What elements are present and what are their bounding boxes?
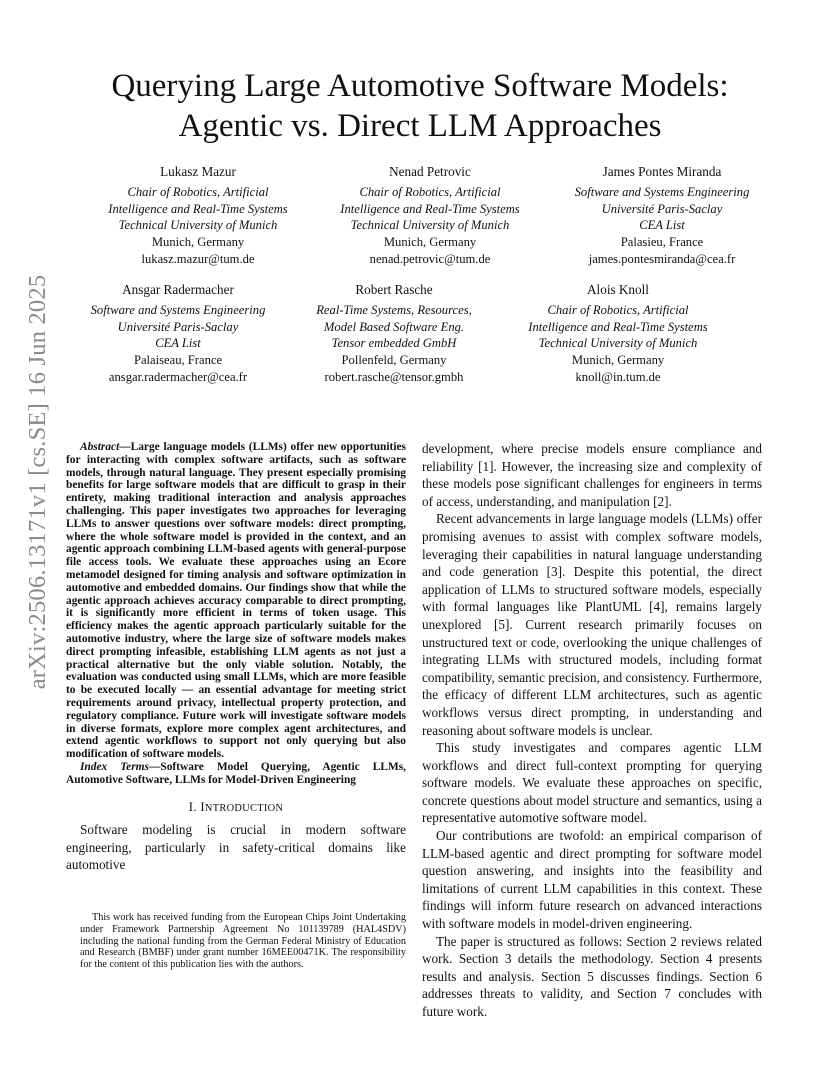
author-affiliation: Technical University of Munich [350,218,510,233]
author-affiliation: Université Paris-Saclay [117,319,239,334]
author-location: Pollenfeld, Germany [341,353,447,368]
author-name: Robert Rasche [355,282,433,297]
section-title-initial: I [200,799,205,814]
author-email[interactable]: robert.rasche@tensor.gmbh [324,369,464,384]
paper-title [60,66,780,146]
author-affiliation: Intelligence and Real-Time Systems [340,201,520,216]
author-block [298,164,562,268]
author-block [486,282,750,386]
author-affiliation: Intelligence and Real-Time Systems [528,319,708,334]
body-paragraph: This study investigates and compares agentic LLM workflows and direct full-context prompting for querying software models. We evaluate these approaches on specific, concrete questions about model structure and semantics, using a representative automotive software model. [422,740,762,826]
section-numeral: I. [188,799,201,814]
author-location: Munich, Germany [383,235,477,250]
author-email[interactable]: nenad.petrovic@tum.de [369,251,491,266]
author-affiliation: Technical University of Munich [118,218,278,233]
author-name: Ansgar Radermacher [122,282,234,297]
author-block [530,164,794,268]
author-affiliation: Université Paris-Saclay [601,201,723,216]
author-location: Munich, Germany [571,353,665,368]
index-terms-label: Index Terms [80,760,149,773]
author-affiliation: Chair of Robotics, Artificial [127,184,269,199]
author-location: Palasieu, France [620,235,704,250]
author-affiliation: Chair of Robotics, Artificial [547,302,689,317]
footnote [80,912,406,971]
author-block [66,164,330,268]
body-paragraph: Our contributions are twofold: an empirical comparison of LLM-based agentic and direct prompting for software model question answering, and insights into the feasibility and limitations of current LLM capabilities in this context. These findings will inform future research on advanced interactions with software models in model-driven engineering. [422,828,762,932]
section-heading [66,799,406,818]
author-affiliation: Real-Time Systems, Resources, [316,302,472,317]
author-affiliation: Software and Systems Engineering [90,302,266,317]
author-affiliation: CEA List [155,336,201,351]
footnote-text: This work has received funding from the European Chips Joint Undertaking under Framework Partnership Agreement No 101139789 (HAL4SDV) including the national funding from the German Federal Ministry of Education and Research (BMBF) under grant number 16MEE00471K. The responsibility for the content of this publication lies with the authors. [80,912,406,971]
left-column [66,441,406,874]
index-terms-text: —Software Model Querying, Agentic LLMs, Automotive Software, LLMs for Model-Driven Engineering [66,760,406,786]
author-name: James Pontes Miranda [602,164,722,179]
title-line-1: Querying Large Automotive Software Models: [111,68,729,104]
author-name: Lukasz Mazur [160,164,236,179]
author-affiliation: CEA List [639,218,685,233]
author-affiliation: Intelligence and Real-Time Systems [108,201,288,216]
index-terms [66,761,406,787]
author-affiliation: Chair of Robotics, Artificial [359,184,501,199]
author-affiliation: Technical University of Munich [538,336,698,351]
author-email[interactable]: knoll@in.tum.de [575,369,661,384]
author-affiliation: Software and Systems Engineering [574,184,750,199]
author-email[interactable]: ansgar.radermacher@cea.fr [108,369,248,384]
author-email[interactable]: james.pontesmiranda@cea.fr [588,251,736,266]
abstract [66,441,406,761]
title-line-2: Agentic vs. Direct LLM Approaches [178,108,662,144]
author-location: Munich, Germany [151,235,245,250]
intro-paragraph: Software modeling is crucial in modern software engineering, particularly in safety-critical domains like automotive [66,822,406,873]
author-affiliation: Tensor embedded GmbH [331,336,457,351]
author-location: Palaiseau, France [133,353,223,368]
right-column [422,440,762,1021]
author-affiliation: Model Based Software Eng. [323,319,465,334]
author-name: Alois Knoll [587,282,649,297]
section-title-rest: NTRODUCTION [204,802,284,814]
abstract-text: —Large language models (LLMs) offer new opportunities for interacting with complex software artifacts, such as software models, through natural language. They present especially promising benefits for large software models that are difficult to grasp in their entirety, making traditional interaction and analysis approaches challenging. This paper investigates two approaches for leveraging LLMs to answer questions over software models: direct prompting, where the whole software model is provided in the context, and an agentic approach combining LLM-based agents with general-purpose file access tools. We evaluate these approaches using an Ecore metamodel designed for timing analysis and software optimization in automotive and embedded domains. Our findings show that while the agentic approach achieves accuracy comparable to direct prompting, it is significantly more efficient in terms of token usage. This efficiency makes the agentic approach particularly suitable for the automotive industry, where the large size of software models makes direct prompting infeasible, establishing LLM agents as not just a practical alternative but the only viable solution. Notably, the evaluation was conducted using small LLMs, which are more feasible to be executed locally — an essential advantage for meeting strict requirements around privacy, intellectual property protection, and regulatory compliance. Future work will investigate software models in diverse formats, explore more complex agent architectures, and extend agentic workflows to support not only querying but also modification of software models. [66,441,406,761]
body-paragraph: Recent advancements in large language models (LLMs) offer promising avenues to assist with complex software models, leveraging their capabilities in natural language understanding and code generation [3]. Despite this potential, the direct application of LLMs to structured software models, especially with formal languages like PlantUML [4], remains largely unexplored [5]. Current research primarily focuses on unstructured text or code, overlooking the unique challenges of integrating LLMs with structured models, including format compatibility, semantic precision, and consistency. Furthermore, the efficacy of different LLM architectures, such as agentic workflows versus direct prompting, in understanding and reasoning about software models is unclear. [422,511,762,738]
abstract-label: Abstract [80,441,120,453]
body-paragraph: The paper is structured as follows: Section 2 reviews related work. Section 3 details the methodology. Section 4 presents results and analysis. Section 5 discusses findings. Section 6 addresses threats to validity, and Section 7 concludes with future work. [422,933,762,1019]
body-paragraph: development, where precise models ensure compliance and reliability [1]. However, the increasing size and complexity of these models pose significant challenges for engineers in terms of access, understanding, and manipulation [2]. [422,441,762,509]
author-name: Nenad Petrovic [389,164,471,179]
arxiv-identifier-text: arXiv:2506.13171v1 [cs.SE] 16 Jun 2025 [24,274,51,690]
author-email[interactable]: lukasz.mazur@tum.de [141,251,255,266]
